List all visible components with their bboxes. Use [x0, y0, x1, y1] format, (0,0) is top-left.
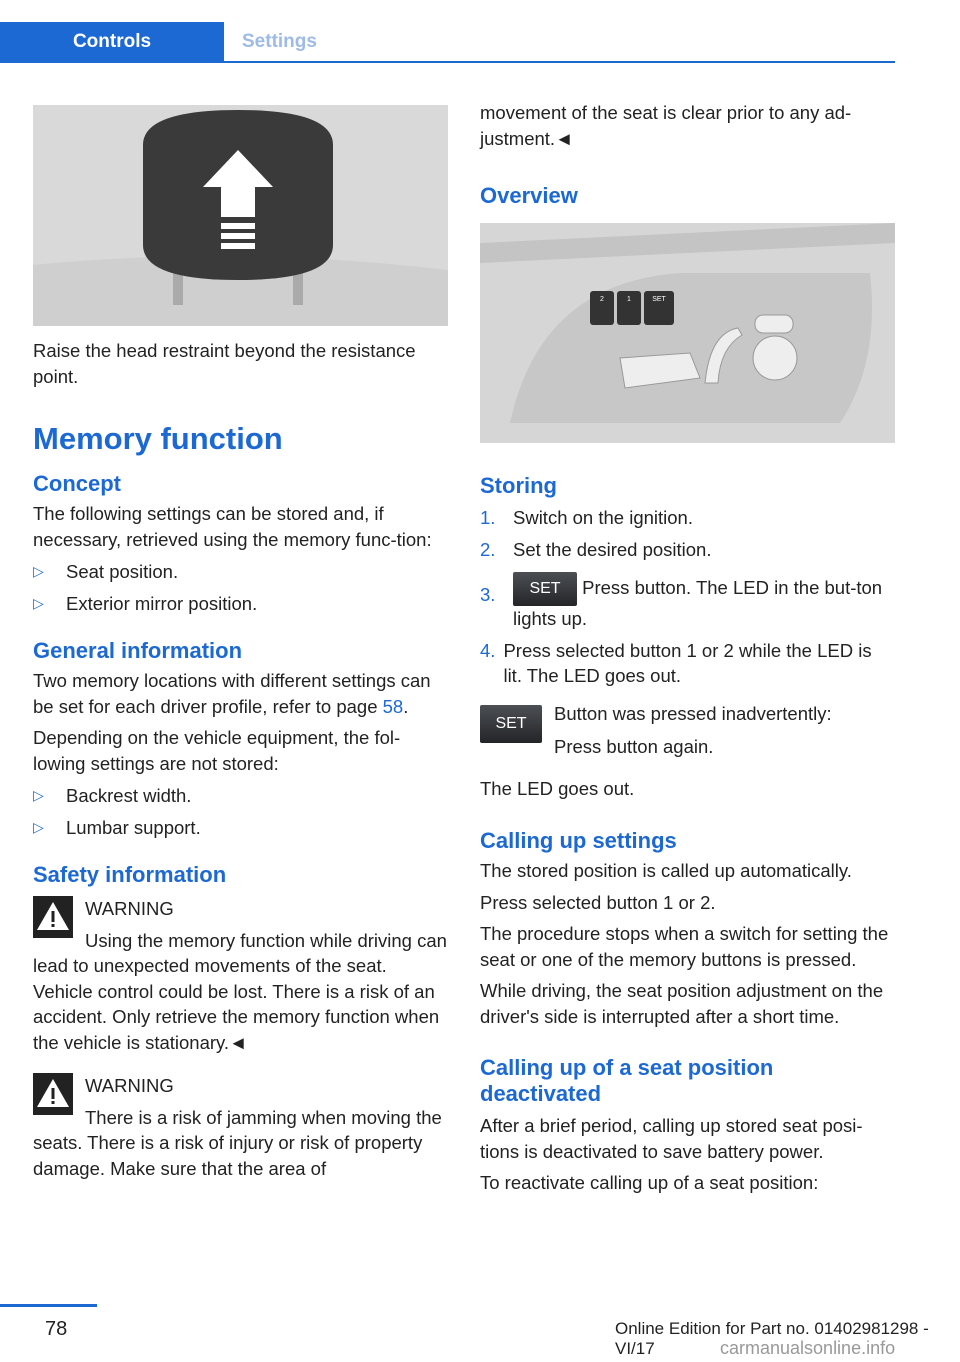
calling-text-1: The stored position is called up automatically.: [480, 860, 852, 881]
left-column: [33, 105, 448, 1181]
not-stored-list: [33, 783, 448, 840]
general-information-heading: General information: [33, 638, 243, 663]
list-item: ▷ Exterior mirror position.: [33, 591, 448, 617]
footer-divider: [0, 1304, 97, 1307]
concept-text: The following settings can be stored and, if necessary, retrieved using the memory func-tion:: [33, 503, 432, 550]
header-divider: [0, 61, 895, 63]
warning-label: WARNING: [85, 898, 174, 919]
set-button-label: SET: [652, 296, 666, 303]
head-restraint-caption: Raise the head restraint beyond the resistance point.: [33, 340, 416, 387]
edition-note: Online Edition for Part no. 01402981298 - VI/17: [615, 1319, 929, 1358]
concept-list: [33, 559, 448, 616]
warning-label: WARNING: [85, 1075, 174, 1096]
inadvertent-note: [480, 701, 895, 765]
memory-button-2-label: 2: [600, 296, 604, 303]
warning-text: There is a risk of jamming when moving the seats. There is a risk of injury or risk of property damage. Make sure that the area of: [33, 1106, 442, 1179]
list-item: 4. Press selected button 1 or 2 while the LED is lit. The LED goes out.: [480, 639, 872, 686]
header-tabs: [0, 22, 317, 62]
warning-block-2: [33, 1073, 448, 1181]
warning-block-1: [33, 896, 448, 1055]
calling-text-4: While driving, the seat position adjustment on the driver's side is interrupted after a short time.: [480, 980, 884, 1027]
list-item: 3. SET Press button. The LED in the but-ton lights up.: [480, 572, 895, 632]
set-button-icon: SET: [513, 572, 577, 606]
depending-text: Depending on the vehicle equipment, the fol-lowing settings are not stored:: [33, 727, 401, 774]
calling-text-2: Press selected button 1 or 2.: [480, 891, 716, 913]
triangle-bullet-icon: ▷: [33, 818, 44, 835]
list-item: 1. Switch on the ignition.: [480, 507, 693, 528]
deactivated-text-1: After a brief period, calling up stored seat posi-tions is deactivated to save battery power.: [480, 1115, 863, 1162]
storing-steps: [480, 505, 895, 689]
continued-text: movement of the seat is clear prior to any ad-justment.◄: [480, 102, 852, 149]
tab-settings[interactable]: Settings: [242, 31, 317, 52]
memory-button-1-label: 1: [627, 296, 631, 303]
storing-heading: Storing: [480, 473, 557, 498]
warning-triangle-icon: [33, 1073, 73, 1115]
section-title-memory-function: Memory function: [33, 421, 283, 456]
calling-text-3: The procedure stops when a switch for setting the seat or one of the memory buttons is pressed.: [480, 923, 889, 970]
safety-information-heading: Safety information: [33, 862, 227, 887]
list-item: ▷ Seat position.: [33, 559, 448, 585]
deactivated-heading: Calling up of a seat position deactivated: [480, 1055, 774, 1106]
concept-heading: Concept: [33, 471, 121, 496]
right-column: [480, 100, 895, 1196]
deactivated-text-2: To reactivate calling up of a seat position:: [480, 1172, 819, 1193]
triangle-bullet-icon: ▷: [33, 787, 44, 803]
warning-triangle-icon: [33, 896, 73, 938]
tab-controls[interactable]: Controls: [0, 22, 224, 62]
general-information-text: Two memory locations with different settings can be set for each driver profile, refer to page 58.: [33, 670, 431, 717]
overview-heading: Overview: [480, 183, 578, 208]
seat-controls-image: [480, 223, 895, 443]
page-number: 78: [45, 1318, 68, 1340]
list-item: ▷ Lumbar support.: [33, 815, 448, 841]
led-out-text: The LED goes out.: [480, 777, 635, 799]
head-restraint-image: [33, 105, 448, 326]
inadvertent-text-2: Press button again.: [554, 735, 714, 757]
triangle-bullet-icon: ▷: [33, 594, 44, 611]
list-item: ▷ Backrest width.: [33, 783, 448, 809]
calling-up-settings-heading: Calling up settings: [480, 828, 677, 853]
triangle-bullet-icon: ▷: [33, 563, 44, 579]
watermark: carmanualsonline.info: [720, 1338, 896, 1358]
page-link[interactable]: 58: [382, 695, 404, 717]
inadvertent-text-1: Button was pressed inadvertently:: [554, 702, 832, 724]
list-item: 2. Set the desired position.: [480, 538, 712, 560]
warning-text: Using the memory function while driving can lead to unexpected movements of the seat. Vehicle control could be lost. There is a risk of an accident. Only retrieve the memory function when the vehicle is stationary.◄: [33, 929, 447, 1053]
set-button-icon: SET: [480, 705, 542, 743]
